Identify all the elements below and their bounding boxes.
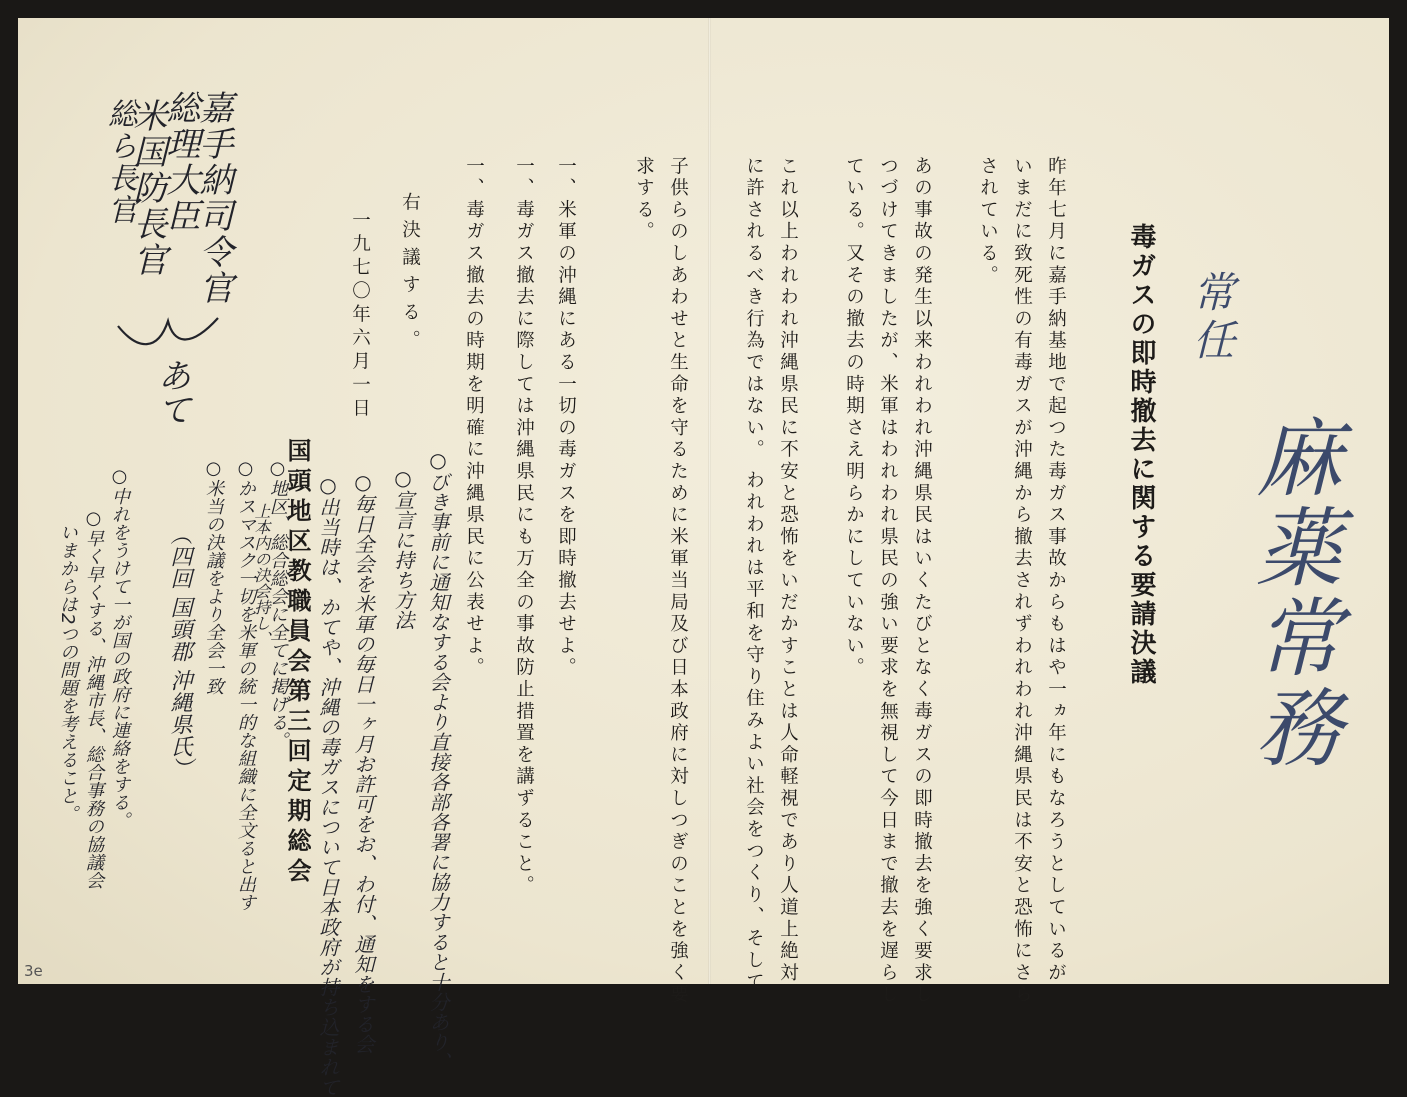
body-line-5: つづけてきましたが、米軍はわれわれ県民の強い要求を無視して今日まで撤去を遅らし xyxy=(877,156,899,1007)
margin-note-11: ○早く早くする、沖縄市長、総合事務の協議会 xyxy=(83,508,104,889)
body-line-2: いまだに致死性の有毒ガスが沖縄から撤去されずわれわれ沖縄県民は不安と恐怖にさら xyxy=(1011,156,1033,1007)
resolution-date: 一九七〇年六月一日 xyxy=(349,210,371,422)
margin-note-6: ○かスマスク一切を米軍の統一的な組織に全文ると出す xyxy=(235,458,256,911)
handwritten-recipient-2: 総理大臣 xyxy=(160,90,200,234)
margin-note-3: ○毎日全会を米軍の毎日一ヶ月お許可をお、わ付、通知をする会 xyxy=(351,470,375,1054)
body-line-9: 子供らのしあわせと生命を守るために米軍当局及び日本政府に対しつぎのことを強く要 xyxy=(667,156,689,1007)
body-line-8: に許されるべき行為ではない。 われわれは平和を守り住みよい社会をつくり、そして xyxy=(743,156,765,994)
margin-note-4: ○出当時は、かてや、沖縄の毒ガスについて日本政府が持ち込まれて xyxy=(316,473,340,1097)
margin-note-1: ○びき事前に通知なする会より直接各部各署に協力すると十分あり、 xyxy=(426,448,450,1072)
margin-note-7: ○米当の決議をより全会一致 xyxy=(203,458,224,695)
body-line-6: ている。又その撤去の時期さえ明らかにしていない。 xyxy=(843,156,865,680)
body-line-3: されている。 xyxy=(977,156,999,287)
margin-note-8: （四回 国頭郡 沖縄県氏） xyxy=(167,523,192,779)
demand-item-2: 一、毒ガス撤去に際しては沖縄県民にも万全の事故防止措置を講ずること。 xyxy=(513,156,535,898)
demand-item-3: 一、毒ガス撤去の時期を明確に沖縄県民に公表せよ。 xyxy=(463,156,485,680)
document-title: 毒ガスの即時撤去に関する要請決議 xyxy=(1126,223,1156,687)
handwritten-stamp-mark: 常任 xyxy=(1187,270,1236,366)
page-number: 3e xyxy=(24,962,43,980)
body-line-1: 昨年七月に嘉手納基地で起つた毒ガス事故からもはや一ヵ年にもなろうとしているが xyxy=(1045,156,1067,985)
margin-note-12: いまからは2つの問題を考えること。 xyxy=(57,523,78,823)
handwritten-addressee-name: 麻薬常務 xyxy=(1241,413,1341,773)
body-line-7: これ以上われわれ沖縄県民に不安と恐怖をいだかすことは人命軽視であり人道上絶対 xyxy=(777,156,799,985)
signatory-organization: 国頭地区教職員会第三回定期総会 xyxy=(283,438,312,888)
handwritten-recipients-suffix: あて xyxy=(151,358,191,426)
handwritten-recipient-1: 嘉手納司令官 xyxy=(193,90,233,306)
document-sheet xyxy=(18,18,1389,1097)
body-line-10: 求する。 xyxy=(633,156,655,244)
body-line-4: あの事故の発生以来われわれ沖縄県民はいくたびとなく毒ガスの即時撤去を強く要求し xyxy=(911,156,933,1007)
margin-note-10: ○中れをうけて一が国の政府に連絡をする。 xyxy=(109,466,130,829)
handwritten-bracket-stroke xyxy=(113,306,223,366)
handwritten-recipient-4: 総ら長官 xyxy=(102,98,137,226)
handwritten-recipient-3: 米国防長官 xyxy=(127,98,167,278)
resolution-text: 右決議する。 xyxy=(399,192,421,357)
demand-item-1: 一、米軍の沖縄にある一切の毒ガスを即時撤去せよ。 xyxy=(555,156,577,680)
margin-note-9: 上本内の決会持し、 xyxy=(252,503,271,647)
margin-note-5: ○地区、総合総会に全てに掲げる。 xyxy=(267,458,288,749)
margin-note-2: ○宣言に持ち方法 xyxy=(391,466,415,630)
center-fold xyxy=(708,18,711,984)
